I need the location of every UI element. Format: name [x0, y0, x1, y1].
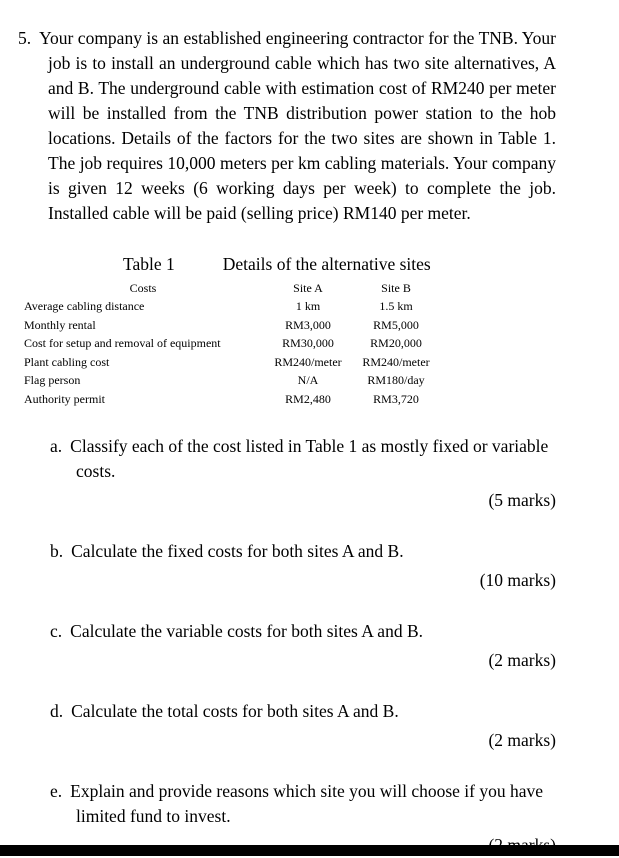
- row-label: Flag person: [24, 373, 81, 387]
- marks-label: (5 marks): [488, 490, 556, 510]
- question-body: Your company is an established engineering contractor for the TNB. Your job is to install an underground cable which has two site alternatives, A and B. The underground cable with estimation cost of RM240 per meter will be installed from the TNB distribution power station to the hob locations. Details of the factors for the two sites are shown in Table 1. The job requires 10,000 meters per km cabling materials. Your company is given 12 weeks (6 working days per week) to complete the job. Installed cable will be paid (selling price) RM140 per meter.: [39, 27, 556, 223]
- subquestion-d: [50, 699, 556, 753]
- subquestion-text: Calculate the fixed costs for both sites A and B.: [71, 541, 404, 561]
- table-row: [22, 353, 440, 372]
- table-row: [22, 316, 440, 335]
- table-caption: [123, 254, 556, 275]
- table-row: [22, 297, 440, 316]
- site-a-value: 1 km: [295, 299, 321, 313]
- subquestion-letter: e.: [50, 781, 63, 801]
- site-b-value: RM5,000: [373, 317, 419, 332]
- header-site-b: Site B: [381, 280, 411, 295]
- subquestion-list: [18, 434, 556, 858]
- row-label: Monthly rental: [24, 317, 96, 332]
- site-a-value: RM3,000: [285, 317, 331, 332]
- subquestion-letter: c.: [50, 621, 63, 641]
- site-b-value: RM20,000: [370, 336, 422, 350]
- bottom-black-bar: [0, 845, 619, 856]
- site-a-value: RM240/meter: [274, 354, 342, 369]
- site-b-value: RM240/meter: [362, 354, 430, 369]
- table-title: Details of the alternative sites: [222, 253, 431, 274]
- subquestion-text: Explain and provide reasons which site you will choose if you have limited fund to invest.: [70, 781, 544, 826]
- subquestion-b: [50, 539, 556, 593]
- site-b-value: 1.5 km: [379, 299, 413, 313]
- subquestion-text-line: [50, 434, 556, 484]
- cost-table: [22, 279, 440, 409]
- subquestion-letter: d.: [50, 701, 64, 721]
- subquestion-letter: b.: [50, 541, 64, 561]
- question-paragraph: [18, 26, 556, 226]
- subquestion-text: Calculate the total costs for both sites A and B.: [71, 701, 399, 721]
- subquestion-letter: a.: [50, 436, 63, 456]
- subquestion-text-line: [50, 619, 556, 644]
- subquestion-a: [50, 434, 556, 513]
- header-costs: Costs: [129, 280, 157, 295]
- row-label: Authority permit: [24, 391, 105, 406]
- site-b-value: RM180/day: [367, 373, 425, 387]
- site-a-value: RM30,000: [282, 336, 334, 350]
- table-label: Table 1: [123, 253, 175, 274]
- subquestion-text: Calculate the variable costs for both sites A and B.: [70, 621, 423, 641]
- site-b-value: RM3,720: [373, 391, 419, 406]
- marks-label: (2 marks): [488, 650, 556, 670]
- subquestion-text-line: [50, 539, 556, 564]
- site-a-value: RM2,480: [285, 391, 331, 406]
- subquestion-text-line: [50, 699, 556, 724]
- subquestion-text-line: [50, 779, 556, 829]
- table-header-row: [22, 279, 440, 298]
- header-site-a: Site A: [293, 280, 323, 295]
- question-number: 5.: [18, 27, 32, 48]
- table-row: [22, 334, 440, 353]
- row-label: Cost for setup and removal of equipment: [24, 336, 221, 350]
- table-row: [22, 371, 440, 390]
- marks-label: (10 marks): [479, 570, 556, 590]
- subquestion-text: Classify each of the cost listed in Table 1 as mostly fixed or variable costs.: [70, 436, 549, 481]
- table-row: [22, 390, 440, 409]
- subquestion-c: [50, 619, 556, 673]
- row-label: Plant cabling cost: [24, 354, 110, 369]
- marks-label: (2 marks): [488, 730, 556, 750]
- site-a-value: N/A: [297, 373, 319, 387]
- row-label: Average cabling distance: [24, 299, 145, 313]
